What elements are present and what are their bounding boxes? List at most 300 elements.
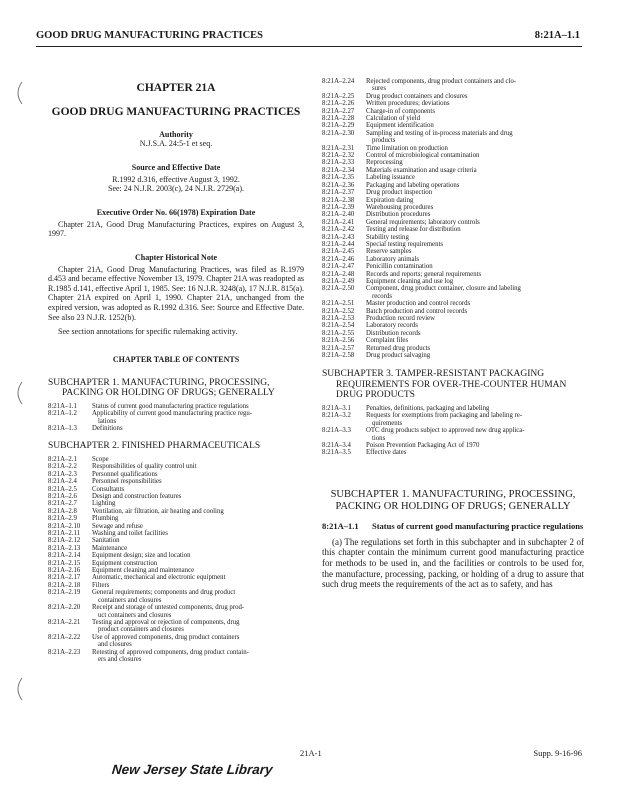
toc-entry-title-continuation: and closures <box>98 641 132 649</box>
toc-entry-title-line: Penalties, definitions, packaging and labeling <box>366 404 490 412</box>
toc-entry-title-line: Laboratory animals <box>366 255 420 263</box>
toc-entry-number: 8:21A–2.5 <box>48 485 77 493</box>
toc-entry-title <box>366 271 584 278</box>
toc-entry-number: 8:21A–2.13 <box>48 544 81 552</box>
toc-entry-title-continuation: product containers and closures <box>98 626 184 634</box>
toc-entry-title <box>366 322 584 329</box>
toc-entry-title <box>366 115 584 122</box>
toc-entry-number: 8:21A–2.6 <box>48 493 77 500</box>
history-heading: Chapter Historical Note <box>134 252 218 262</box>
toc-entry <box>322 197 584 204</box>
toc-entry <box>322 263 584 270</box>
toc-entry-title <box>92 500 304 507</box>
toc-entry-title-line: Personnel qualifications <box>92 470 158 478</box>
toc-entry <box>322 271 584 278</box>
toc-entry-title-line: Lighting <box>92 500 116 508</box>
toc-entry-number: 8:21A–2.23 <box>48 648 81 656</box>
toc-entry <box>48 619 304 634</box>
toc-entry-number: 8:21A–2.20 <box>48 604 81 612</box>
toc-entry <box>322 226 584 233</box>
toc-entry-number: 8:21A–2.35 <box>322 174 355 182</box>
toc-entry-title-line: Requests for exemptions from packaging and labeling re- <box>366 412 523 420</box>
toc-entry-title-line: Reserve samples <box>366 248 412 256</box>
toc-entry-title-line: Washing and toilet facilities <box>92 530 168 538</box>
toc-subchapter-1: SUBCHAPTER 1. MANUFACTURING, PROCESSING, PACKING OR HOLDING OF DRUGS; GENERALLY <box>48 377 275 399</box>
toc-entry <box>322 330 584 337</box>
toc-entry <box>322 167 584 174</box>
history-text: Chapter 21A, Good Drug Manufacturing Practices, was filed as R.1979 d.453 and became effective November 13, 1979. Chapter 21A was readopted as R.1985 d.141, effective April 1, 1985. See: 16 N.J.R. 3248(a), 17 N.J.R. 815(a). Chapter 21A expired on April 1, 1990. Chapter 21A, unchanged from the expired version, was adopted as R.1992 d.316. See: Source and Effective Date. See also 23 N.J.R. 1252(b). <box>48 264 304 322</box>
toc-entry-number: 8:21A–2.55 <box>322 329 355 337</box>
toc-entry-title-line: Production record review <box>366 315 436 322</box>
toc-entry-number: 8:21A–2.41 <box>322 218 355 226</box>
toc-entry <box>48 410 304 425</box>
toc-entry-number: 8:21A–2.44 <box>322 240 355 248</box>
toc-entry-number: 8:21A–2.37 <box>322 189 355 197</box>
right-column <box>322 78 584 590</box>
toc-entry-title <box>366 285 584 300</box>
toc-entry-title <box>366 100 584 107</box>
toc-entry-title-line: Equipment cleaning and use log <box>366 277 454 285</box>
page-number: 21A-1 <box>300 748 322 758</box>
toc-entry-title-line: Equipment identification <box>366 122 434 130</box>
toc-list-sub3 <box>322 405 584 457</box>
toc-entry <box>48 493 304 500</box>
toc-entry <box>322 159 584 166</box>
toc-entry-title-line: Retesting of approved components, drug product contain- <box>92 648 249 656</box>
authority-heading: Authority <box>159 130 193 139</box>
authority-text: N.J.S.A. 24:5-1 et seq. <box>139 139 213 148</box>
toc-entry <box>48 463 304 470</box>
toc-entry-title <box>92 515 304 522</box>
toc-entry-number: 8:21A–2.28 <box>322 115 355 123</box>
toc-entry <box>48 589 304 604</box>
toc-entry <box>322 241 584 248</box>
toc-entry-title-line: Testing and release for distribution <box>366 226 461 234</box>
toc-entry <box>322 130 584 145</box>
toc-entry-number: 8:21A–2.16 <box>48 567 81 575</box>
toc-entry-title-line: Component, drug product container, closure and labeling <box>366 285 521 293</box>
toc-entry-title-line: Warehousing procedures <box>366 203 434 211</box>
toc-entry-title-line: Ventilation, air filtration, air heating and cooling <box>92 507 224 515</box>
toc-entry-title <box>366 315 584 322</box>
toc-entry <box>322 285 584 300</box>
toc-entry-title-line: Applicability of current good manufacturing practice regu- <box>92 410 253 418</box>
toc-entry-title-line: Filters <box>92 581 110 589</box>
left-column <box>48 72 304 663</box>
toc-entry-number: 8:21A–2.2 <box>48 463 77 471</box>
toc-list-sub2-right <box>322 78 584 359</box>
toc-entry-title <box>366 122 584 129</box>
toc-entry-title <box>366 197 584 204</box>
toc-entry-title <box>366 449 584 456</box>
toc-entry-title <box>366 248 584 255</box>
toc-entry-title <box>92 560 304 567</box>
header-rule <box>36 46 582 47</box>
toc-entry-number: 8:21A–2.25 <box>322 92 355 100</box>
toc-entry-title-line: Equipment design; size and location <box>92 552 191 560</box>
toc-entry <box>48 523 304 530</box>
toc-entry <box>322 152 584 159</box>
toc-entry-title <box>366 278 584 285</box>
toc-entry-title-line: Packaging and labeling operations <box>366 181 460 189</box>
toc-entry-title <box>366 352 584 359</box>
supplement-date: Supp. 9-16-96 <box>533 748 582 758</box>
toc-entry-title <box>366 78 584 93</box>
toc-entry-title-line: Personnel responsibilities <box>92 478 162 486</box>
toc-entry <box>322 211 584 218</box>
toc-entry-number: 8:21A–2.53 <box>322 315 355 322</box>
toc-entry-title <box>92 545 304 552</box>
toc-entry-title-line: Time limitation on production <box>366 144 448 152</box>
toc-entry-title <box>366 182 584 189</box>
toc-entry-title <box>366 405 584 412</box>
toc-entry <box>322 352 584 359</box>
toc-entry-title <box>366 219 584 226</box>
toc-subchapter-3: SUBCHAPTER 3. TAMPER-RESISTANT PACKAGING REQUIREMENTS FOR OVER-THE-COUNTER HUMAN DRUG PRODUCTS <box>322 369 567 401</box>
toc-entry-number: 8:21A–2.15 <box>48 559 81 567</box>
toc-entry-number: 8:21A–3.5 <box>322 449 351 457</box>
toc-entry-title <box>92 478 304 485</box>
section-paragraph: (a) The regulations set forth in this subchapter and in subchapter 2 of this chapter contain the minimum current good manufacturing practice for methods to be used in, and the facilities or controls to be used for, the manufacture, processing, packing, or holding of a drug to assure that such drug meets the requirements of the act as to safety, and has <box>322 536 584 590</box>
toc-entry-title <box>92 530 304 537</box>
section-title: Status of current good manufacturing practice regulations <box>372 520 584 531</box>
toc-entry-title <box>366 108 584 115</box>
toc-entry-number: 8:21A–2.1 <box>48 455 77 463</box>
toc-entry-number: 8:21A–3.4 <box>322 441 351 449</box>
toc-entry-number: 8:21A–2.36 <box>322 181 355 189</box>
toc-entry-number: 8:21A–2.26 <box>322 100 355 108</box>
toc-entry-title-line: Complaint files <box>366 337 409 345</box>
toc-entry-title-line: Returned drug products <box>366 344 431 352</box>
toc-entry <box>322 442 584 449</box>
source-heading: Source and Effective Date <box>131 162 221 172</box>
library-stamp: New Jersey State Library <box>111 762 274 777</box>
section-number: 8:21A–1.1 <box>322 520 359 531</box>
toc-entry-number: 8:21A–2.3 <box>48 470 77 478</box>
toc-entry-title-line: Master production and control records <box>366 300 471 308</box>
toc-entry-title <box>366 174 584 181</box>
toc-entry <box>48 471 304 478</box>
toc-entry <box>322 337 584 344</box>
toc-entry-title-line: Equipment construction <box>92 559 158 567</box>
toc-entry-title-continuation: lations <box>98 417 117 425</box>
toc-entry-title-line: Status of current good manufacturing practice regulations <box>92 402 249 410</box>
toc-entry-title-line: Maintenance <box>92 544 128 552</box>
toc-entry <box>48 567 304 574</box>
toc-entry-title-line: Special testing requirements <box>366 240 444 248</box>
toc-entry-number: 8:21A–2.29 <box>322 122 355 130</box>
toc-entry <box>322 93 584 100</box>
toc-entry-number: 8:21A–2.31 <box>322 144 355 152</box>
toc-entry-title-line: Distribution procedures <box>366 211 431 219</box>
toc-entry-title-line: Stability testing <box>366 233 409 241</box>
toc-entry-title-line: Laboratory records <box>366 322 418 330</box>
toc-entry-title <box>366 330 584 337</box>
running-header <box>36 30 580 44</box>
toc-entry <box>322 108 584 115</box>
toc-entry <box>322 78 584 93</box>
toc-entry-title-line: General requirements; laboratory controls <box>366 218 480 226</box>
toc-entry-title <box>366 234 584 241</box>
toc-entry <box>322 256 584 263</box>
toc-entry <box>322 145 584 152</box>
toc-entry-title <box>366 204 584 211</box>
toc-entry-number: 8:21A–2.40 <box>322 211 355 219</box>
toc-entry-title-line: Reprocessing <box>366 159 403 167</box>
toc-entry-number: 8:21A–2.54 <box>322 322 355 330</box>
toc-entry-number: 8:21A–2.56 <box>322 337 355 345</box>
body-subchapter-heading: SUBCHAPTER 1. MANUFACTURING, PROCESSING, PACKING OR HOLDING OF DRUGS; GENERALLY <box>330 488 576 512</box>
toc-entry-title-line: Rejected components, drug product containers and clo- <box>366 78 517 85</box>
toc-entry-title <box>92 523 304 530</box>
toc-entry <box>322 300 584 307</box>
toc-entry-number: 8:21A–2.49 <box>322 277 355 285</box>
toc-entry-title <box>366 189 584 196</box>
exec-order-heading: Executive Order No. 66(1978) Expiration Date <box>96 207 256 217</box>
toc-entry <box>322 182 584 189</box>
punch-hole-icon <box>12 80 24 106</box>
toc-entry-title-line: Poison Prevention Packaging Act of 1970 <box>366 441 480 449</box>
toc-entry-title-line: Consultants <box>92 485 125 493</box>
toc-list-sub1 <box>48 403 304 433</box>
toc-entry-title-continuation: products <box>372 137 396 145</box>
toc-entry-number: 8:21A–2.24 <box>322 78 355 85</box>
toc-entry-title-line: Distribution records <box>366 329 421 337</box>
toc-entry <box>48 530 304 537</box>
punch-hole-icon <box>12 380 24 406</box>
toc-entry <box>322 449 584 456</box>
toc-entry-title-line: Plumbing <box>92 515 119 523</box>
toc-entry-title <box>92 425 304 432</box>
toc-entry-number: 8:21A–2.17 <box>48 574 81 582</box>
toc-entry-title <box>92 649 304 664</box>
toc-entry <box>322 174 584 181</box>
toc-entry <box>322 122 584 129</box>
toc-entry-title <box>366 442 584 449</box>
toc-entry-title-line: Scope <box>92 455 109 463</box>
toc-entry-title <box>92 582 304 589</box>
toc-entry-number: 8:21A–2.52 <box>322 307 355 315</box>
toc-entry-title-line: Penicillin contamination <box>366 263 433 271</box>
toc-entry-number: 8:21A–1.2 <box>48 410 77 418</box>
toc-entry <box>48 508 304 515</box>
toc-entry-number: 8:21A–3.2 <box>322 412 351 420</box>
toc-entry-number: 8:21A–2.10 <box>48 522 81 530</box>
toc-entry <box>322 115 584 122</box>
toc-entry-title <box>92 589 304 604</box>
toc-entry-number: 8:21A–2.11 <box>48 530 81 538</box>
toc-entry-number: 8:21A–2.42 <box>322 226 355 234</box>
toc-entry <box>48 456 304 463</box>
toc-entry <box>322 322 584 329</box>
toc-entry-number: 8:21A–2.46 <box>322 255 355 263</box>
toc-entry-title-line: Design and construction features <box>92 493 182 500</box>
toc-entry <box>322 345 584 352</box>
header-title: GOOD DRUG MANUFACTURING PRACTICES <box>36 30 264 41</box>
source-line-1: R.1992 d.316, effective August 3, 1992. <box>112 174 240 184</box>
toc-entry <box>48 478 304 485</box>
toc-entry-title-line: Expiration dating <box>366 196 414 204</box>
toc-entry-title-line: Responsibilities of quality control unit <box>92 463 197 471</box>
toc-entry-title <box>366 308 584 315</box>
section-heading <box>322 521 584 531</box>
toc-entry-title <box>92 537 304 544</box>
toc-entry-title <box>92 574 304 581</box>
toc-entry <box>322 315 584 322</box>
toc-entry <box>322 278 584 285</box>
toc-entry-title <box>92 508 304 515</box>
chapter-title: GOOD DRUG MANUFACTURING PRACTICES <box>51 106 301 118</box>
toc-entry-title <box>366 300 584 307</box>
toc-entry-title <box>92 463 304 470</box>
toc-entry-title-line: Receipt and storage of untested components, drug prod- <box>92 604 245 612</box>
toc-entry-title-line: Testing and approval or rejection of components, drug <box>92 618 240 626</box>
toc-entry-title-line: General requirements; components and drug product <box>92 589 236 597</box>
toc-entry-title-continuation: containers and closures <box>98 596 162 604</box>
annotation-note: See section annotations for specific rulemaking activity. <box>58 327 238 337</box>
toc-entry-title <box>92 604 304 619</box>
toc-entry-number: 8:21A–3.3 <box>322 427 351 435</box>
toc-entry-title-line: Charge-in of components <box>366 107 435 115</box>
toc-entry-number: 8:21A–2.43 <box>322 233 355 241</box>
toc-entry-title-line: Sampling and testing of in-process materials and drug <box>366 129 513 137</box>
toc-entry-title-line: Control of microbiological contamination <box>366 152 480 160</box>
toc-entry-title-continuation: quirements <box>372 419 403 427</box>
toc-entry-title <box>366 226 584 233</box>
toc-entry <box>48 560 304 567</box>
toc-entry-title-line: Batch production and control records <box>366 307 468 315</box>
toc-entry-title <box>366 145 584 152</box>
toc-entry-title <box>92 471 304 478</box>
toc-entry-title-line: Written procedures; deviations <box>366 100 450 108</box>
toc-entry <box>48 515 304 522</box>
source-line-2: See: 24 N.J.R. 2003(c), 24 N.J.R. 2729(a). <box>108 184 244 193</box>
toc-entry-title-continuation: uct containers and closures <box>98 611 172 619</box>
toc-entry-title-line: OTC drug products subject to approved new drug applica- <box>366 427 525 435</box>
toc-entry-number: 8:21A–2.32 <box>322 152 355 160</box>
toc-entry-title-line: Calculation of yield <box>366 115 420 123</box>
toc-entry-title <box>92 456 304 463</box>
toc-entry-title <box>92 619 304 634</box>
toc-entry-number: 8:21A–2.9 <box>48 515 77 523</box>
toc-heading: CHAPTER TABLE OF CONTENTS <box>112 354 240 364</box>
toc-entry <box>48 649 304 664</box>
header-section: 8:21A–1.1 <box>534 30 580 41</box>
toc-entry <box>48 552 304 559</box>
toc-entry-number: 8:21A–2.8 <box>48 507 77 515</box>
toc-entry <box>322 412 584 427</box>
toc-entry-number: 8:21A–2.45 <box>322 248 355 256</box>
toc-entry-title-continuation: records <box>372 292 393 300</box>
toc-entry-title-line: Definitions <box>92 425 123 433</box>
toc-entry-title <box>366 167 584 174</box>
toc-entry-title <box>366 93 584 100</box>
toc-list-sub2-left <box>48 456 304 663</box>
toc-entry-number: 8:21A–2.14 <box>48 552 81 560</box>
toc-entry <box>48 545 304 552</box>
toc-entry <box>322 405 584 412</box>
toc-entry-title-line: Drug product salvaging <box>366 352 431 360</box>
toc-entry-title <box>366 263 584 270</box>
toc-entry-title <box>366 427 584 442</box>
toc-entry-title <box>366 345 584 352</box>
toc-entry-number: 8:21A–3.1 <box>322 404 351 412</box>
toc-entry-number: 8:21A–2.30 <box>322 129 355 137</box>
toc-entry-number: 8:21A–2.22 <box>48 633 81 641</box>
toc-entry-number: 8:21A–2.33 <box>322 159 355 167</box>
toc-entry-number: 8:21A–2.7 <box>48 500 77 508</box>
toc-entry <box>48 582 304 589</box>
toc-entry-number: 8:21A–2.38 <box>322 196 355 204</box>
toc-entry-number: 8:21A–2.51 <box>322 300 355 308</box>
toc-entry-number: 8:21A–2.12 <box>48 537 81 545</box>
toc-entry-title <box>92 552 304 559</box>
toc-entry-title-line: Drug product containers and closures <box>366 92 468 100</box>
toc-entry-number: 8:21A–2.57 <box>322 344 355 352</box>
toc-entry-title-continuation: ers and closures <box>98 655 142 663</box>
toc-entry <box>48 634 304 649</box>
toc-entry <box>48 500 304 507</box>
toc-entry-title-line: Drug product inspection <box>366 189 433 197</box>
toc-entry <box>322 100 584 107</box>
toc-entry <box>322 234 584 241</box>
toc-entry-title <box>366 152 584 159</box>
toc-entry-title <box>92 410 304 425</box>
toc-entry-number: 8:21A–2.58 <box>322 352 355 360</box>
toc-subchapter-2: SUBCHAPTER 2. FINISHED PHARMACEUTICALS <box>48 441 261 452</box>
toc-entry-number: 8:21A–2.48 <box>322 270 355 278</box>
toc-entry <box>322 219 584 226</box>
toc-entry-number: 8:21A–2.21 <box>48 618 81 626</box>
toc-entry <box>48 574 304 581</box>
toc-entry-number: 8:21A–2.47 <box>322 263 355 271</box>
toc-entry-number: 8:21A–1.1 <box>48 402 77 410</box>
toc-entry <box>48 604 304 619</box>
toc-entry-title <box>366 211 584 218</box>
toc-entry-title <box>366 337 584 344</box>
toc-entry <box>48 537 304 544</box>
chapter-number: CHAPTER 21A <box>136 82 216 94</box>
toc-entry-title-line: Use of approved components, drug product containers <box>92 633 240 641</box>
toc-entry-title <box>92 403 304 410</box>
toc-entry-title-line: Automatic, mechanical and electronic equipment <box>92 574 226 582</box>
toc-entry-title-line: Records and reports; general requirements <box>366 270 482 278</box>
toc-entry <box>322 427 584 442</box>
toc-entry <box>48 425 304 432</box>
toc-entry <box>48 486 304 493</box>
toc-entry <box>322 248 584 255</box>
toc-entry <box>48 403 304 410</box>
toc-entry-title <box>366 256 584 263</box>
toc-entry-number: 8:21A–2.19 <box>48 589 81 597</box>
toc-entry-title-line: Sewage and refuse <box>92 522 143 530</box>
toc-entry-number: 8:21A–2.4 <box>48 478 77 486</box>
toc-entry-number: 8:21A–2.34 <box>322 166 355 174</box>
toc-entry-title <box>366 159 584 166</box>
toc-entry-title <box>92 493 304 500</box>
toc-entry-title-line: Equipment cleaning and maintenance <box>92 567 195 575</box>
toc-entry <box>322 204 584 211</box>
toc-entry-number: 8:21A–1.3 <box>48 425 77 433</box>
toc-entry <box>322 189 584 196</box>
toc-entry-title-line: Labeling issuance <box>366 174 415 182</box>
toc-entry-title <box>92 486 304 493</box>
toc-entry-number: 8:21A–2.27 <box>322 107 355 115</box>
toc-entry-title <box>366 412 584 427</box>
toc-entry-title-continuation: tions <box>372 434 386 442</box>
toc-entry-title <box>92 567 304 574</box>
toc-entry-title <box>366 130 584 145</box>
